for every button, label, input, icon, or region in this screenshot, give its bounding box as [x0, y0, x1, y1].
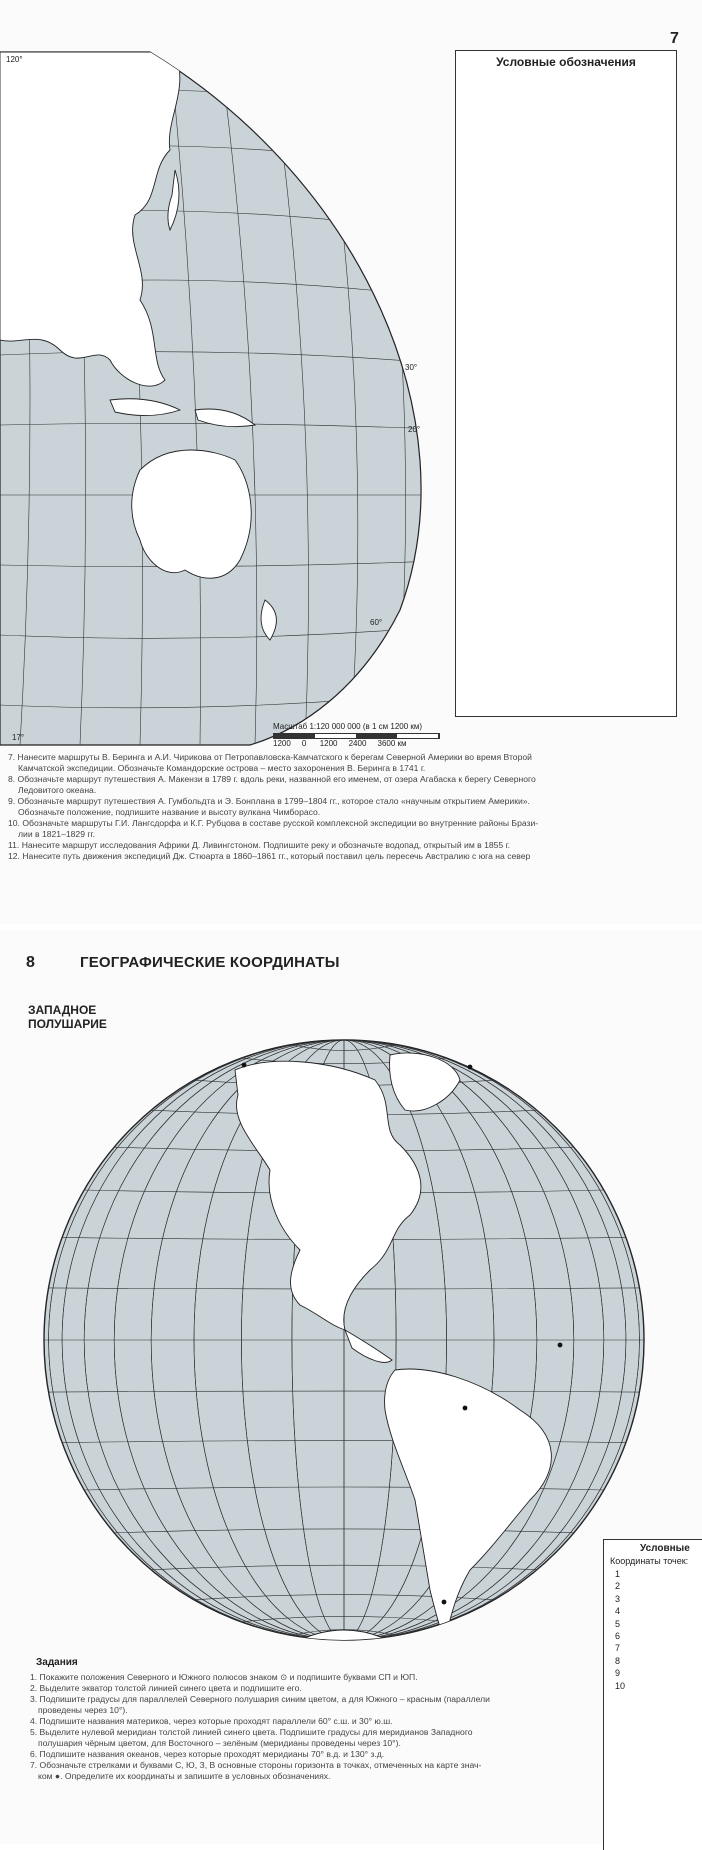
- task-line: ком ●. Определите их координаты и запишите в условных обозначениях.: [30, 1771, 590, 1782]
- point-number: 9: [615, 1667, 625, 1679]
- meridian-label-120: 120°: [6, 55, 23, 64]
- hemisphere-label-line2: ПОЛУШАРИЕ: [28, 1017, 107, 1031]
- conditions-title: Условные: [640, 1543, 690, 1554]
- parallel-label-20: 20°: [408, 425, 420, 434]
- parallel-label-60: 60°: [370, 618, 382, 627]
- legend-box: [455, 50, 677, 717]
- task-line: 6. Подпишите названия океанов, через которые проходят меридианы 70° в.д. и 130° з.д.: [30, 1749, 590, 1760]
- scale-ticks: 1200 0 1200 2400 3600 км: [273, 739, 440, 749]
- meridian-label-17: 17°: [12, 733, 24, 742]
- task-line: 2. Выделите экватор толстой линией синего цвета и подпишите его.: [30, 1683, 590, 1694]
- page-8: [0, 930, 702, 1844]
- conditions-subtitle: Координаты точек:: [610, 1556, 688, 1566]
- task-line: 12. Нанесите путь движения экспедиций Дж. Стюарта в 1860–1861 гг., который поставил цель пересечь Австралию с юга на север: [8, 851, 688, 862]
- parallel-label-30: 30°: [405, 363, 417, 372]
- task-line: 1. Покажите положения Северного и Южного полюсов знаком ⊙ и подпишите буквами СП и ЮП.: [30, 1672, 590, 1683]
- tasks-list: [30, 1672, 590, 1782]
- task-line: 4. Подпишите названия материков, через которые проходят параллели 60° с.ш. и 30° ю.ш.: [30, 1716, 590, 1727]
- task-line: 7. Обозначьте стрелками и буквами С, Ю, З, В основные стороны горизонта в точках, отмеченных на карте знач-: [30, 1760, 590, 1771]
- task-line: Камчатской экспедиции. Обозначьте Командорские острова – место захоронения В. Беринга в 1741 г.: [8, 763, 688, 774]
- marked-point-icon: [463, 1406, 468, 1411]
- point-number: 4: [615, 1605, 625, 1617]
- point-number: 10: [615, 1680, 625, 1692]
- point-number: 2: [615, 1580, 625, 1592]
- marked-point-icon: [558, 1343, 563, 1348]
- page-number: 8: [26, 954, 35, 972]
- point-number: 8: [615, 1655, 625, 1667]
- western-hemisphere-map: [0, 930, 702, 1690]
- task-line: 7. Нанесите маршруты В. Беринга и А.И. Чирикова от Петропавловска-Камчатского к берегам Северной Америки во время Второй: [8, 752, 688, 763]
- scale-bar: [273, 722, 440, 749]
- marked-point-icon: [442, 1600, 447, 1605]
- page-heading: ГЕОГРАФИЧЕСКИЕ КООРДИНАТЫ: [80, 954, 340, 971]
- page-number: 7: [670, 30, 679, 48]
- task-line: 5. Выделите нулевой меридиан толстой линией синего цвета. Подпишите градусы для меридианов Западного: [30, 1727, 590, 1738]
- marked-point-icon: [242, 1063, 247, 1068]
- task-line: 3. Подпишите градусы для параллелей Северного полушария синим цветом, а для Южного – красным (параллели: [30, 1694, 590, 1705]
- conditions-box: [603, 1539, 702, 1850]
- task-line: 11. Нанесите маршрут исследования Африки Д. Ливингстоном. Подпишите реку и обозначьте водопад, открытый им в 1855 г.: [8, 840, 688, 851]
- task-line: 8. Обозначьте маршрут путешествия А. Макензи в 1789 г. вдоль реки, названной его именем, от озера Агабаска к берегу Северного: [8, 774, 688, 785]
- task-line: Ледовитого океана.: [8, 785, 688, 796]
- marked-point-icon: [468, 1065, 473, 1070]
- eastern-hemisphere-map: [0, 0, 460, 750]
- task-line: 10. Обозначьте маршруты Г.И. Лангсдорфа и К.Г. Рубцова в составе русской комплексной экспедиции во внутренние районы Брази-: [8, 818, 688, 829]
- points-list: [615, 1568, 625, 1692]
- australia-landmass: [132, 450, 251, 578]
- task-line: лии в 1821–1829 гг.: [8, 829, 688, 840]
- task-line: полушария чёрным цветом, для Восточного – зелёным (меридианы проведены через 10°).: [30, 1738, 590, 1749]
- task-line: проведены через 10°).: [30, 1705, 590, 1716]
- legend-title: Условные обозначения: [456, 55, 676, 69]
- task-line: 9. Обозначьте маршрут путешествия А. Гумбольдта и Э. Бонплана в 1799–1804 гг., которое стало «научным открытием Америки».: [8, 796, 688, 807]
- point-number: 7: [615, 1642, 625, 1654]
- hemisphere-label-line1: ЗАПАДНОЕ: [28, 1003, 107, 1017]
- task-line: Обозначьте положение, подпишите название и высоту вулкана Чимборасо.: [8, 807, 688, 818]
- tasks-title: Задания: [36, 1657, 78, 1668]
- tasks-list: [8, 752, 688, 862]
- point-number: 5: [615, 1618, 625, 1630]
- point-number: 1: [615, 1568, 625, 1580]
- scale-title: Масштаб 1:120 000 000 (в 1 см 1200 км): [273, 722, 440, 732]
- point-number: 3: [615, 1593, 625, 1605]
- point-number: 6: [615, 1630, 625, 1642]
